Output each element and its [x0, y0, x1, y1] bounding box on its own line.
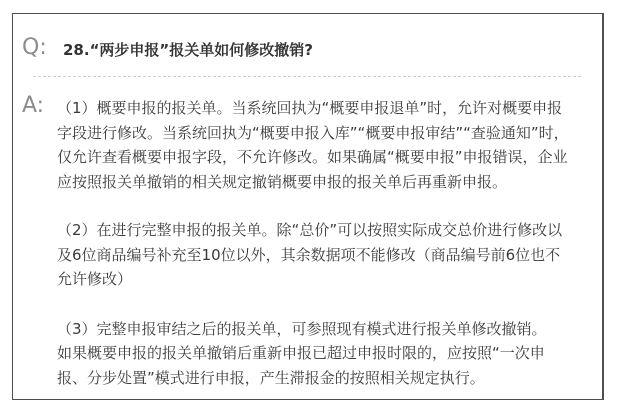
answer-body: [57, 96, 597, 390]
answer-paragraph-3: （3）完整申报审结之后的报关单，可参照现有模式进行报关单修改撤销。 如果概要申报的报关单撤销后重新申报已超过申报时限的，应按照“一次申 报、分步处置”模式进行申报，产生滞报金的按照相关规定执行。: [57, 319, 547, 387]
answer-paragraph-1: （1）概要申报的报关单。当系统回执为“概要申报退单”时，允许对概要申报 字段进行修改。当系统回执为“概要申报入库”“概要申报审结”“查验通知”时， 仅允许查看概要申报字段，不允许修改。如果确属“概要申报”申报错误，企业 应按照报关单撤销的相关规定撤销概要申报的报关单后再重新申报。: [57, 99, 569, 191]
paragraph-spacer: [57, 194, 597, 218]
paragraph-spacer: [57, 292, 597, 317]
question-label: Q:: [22, 35, 47, 60]
question-text: 28.“两步申报”报关单如何修改撤销?: [63, 41, 313, 59]
qa-card: [12, 13, 604, 400]
answer-label: A:: [22, 93, 45, 118]
divider: [33, 76, 581, 77]
answer-paragraph-2: （2）在进行完整申报的报关单。除“总价”可以按照实际成交总价进行修改以 及6位商品编号补充至10位以外，其余数据项不能修改（商品编号前6位也不 允许修改）: [57, 221, 563, 288]
